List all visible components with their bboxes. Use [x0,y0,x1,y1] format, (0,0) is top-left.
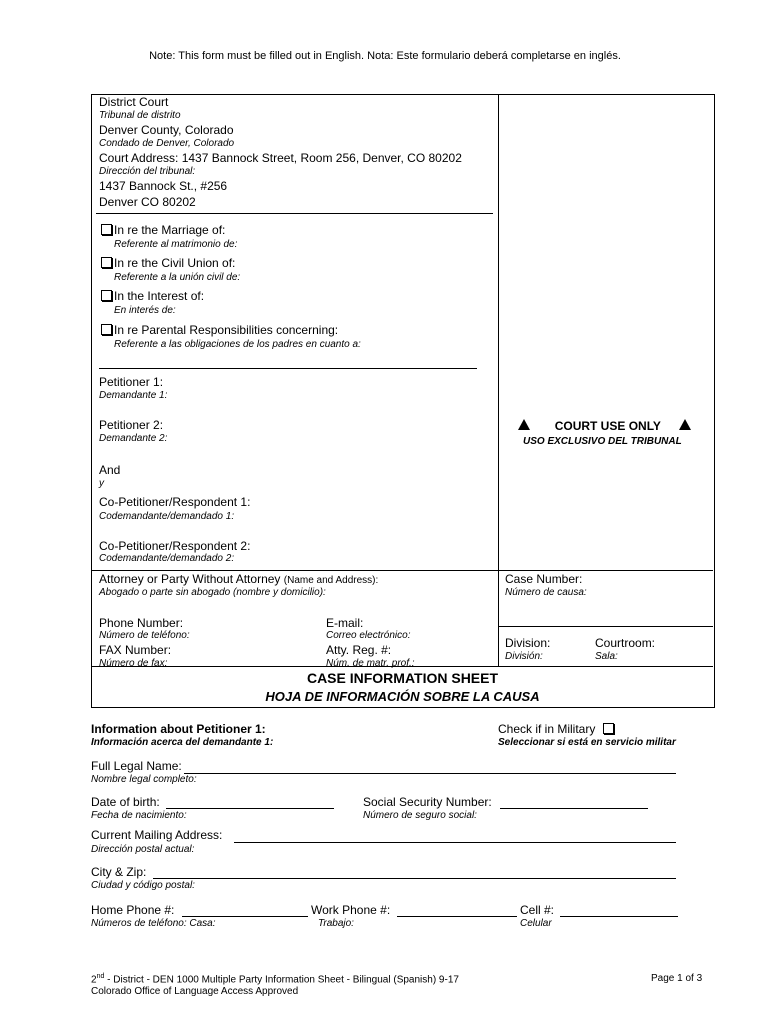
attorney-label-small: (Name and Address): [283,575,379,586]
courtroom-label: Courtroom: [595,636,656,650]
fax-number-label-es: Número de fax: [99,658,168,669]
division-label: Division: [505,636,551,650]
cell-label-es: Celular [520,918,552,929]
attorney-label-main: Attorney or Party Without Attorney [99,572,281,586]
petitioner-2-label: Petitioner 2: [99,418,164,432]
court-use-only-es: USO EXCLUSIVO DEL TRIBUNAL [523,436,682,447]
caption-divider [498,94,499,666]
option-civil-union-es: Referente a la unión civil de: [114,272,241,283]
form-id-prefix: 2 [91,974,97,986]
checkbox-icon[interactable] [101,324,112,335]
co-respondent-2-label-es: Codemandante/demandado 2: [99,553,235,564]
court-address: Court Address: 1437 Bannock Street, Room 256, Denver, CO 80202 [99,151,462,165]
option-civil-union-label: In re the Civil Union of: [114,256,236,270]
court-use-only [518,419,691,433]
work-phone-field[interactable] [397,916,517,917]
option-interest-label: In the Interest of: [114,289,205,303]
courtroom-label-es: Sala: [595,651,618,662]
court-street: 1437 Bannock St., #256 [99,179,228,193]
attorney-top-rule [92,570,713,571]
city-zip-label-es: Ciudad y código postal: [91,880,195,891]
military-check[interactable] [498,722,616,736]
work-phone-label-es: Trabajo: [318,918,354,929]
home-phone-field[interactable] [182,916,308,917]
option-parental-label: In re Parental Responsibilities concerning: [114,323,339,337]
office-approval: Colorado Office of Language Access Approved [91,986,299,997]
page-title: CASE INFORMATION SHEET [306,670,499,686]
form-id [91,973,459,985]
checkbox-icon[interactable] [101,290,112,301]
up-arrow-icon [518,419,530,430]
parties-name-line[interactable] [99,368,477,369]
english-only-note: Note: This form must be filled out in English. Nota: Este formulario deberá completarse en inglés. [149,50,621,62]
option-interest-es: En interés de: [114,305,176,316]
mailing-address-label: Current Mailing Address: [91,828,223,842]
ssn-label: Social Security Number: [363,795,492,809]
home-phone-label-es: Números de teléfono: Casa: [91,918,216,929]
petitioner-2-label-es: Demandante 2: [99,433,168,444]
petitioner-1-label-es: Demandante 1: [99,390,168,401]
atty-reg-label: Atty. Reg. #: [326,643,392,657]
ssn-label-es: Número de seguro social: [363,810,477,821]
form-id-text: - District - DEN 1000 Multiple Party Information Sheet - Bilingual (Spanish) 9-17 [104,974,459,986]
up-arrow-icon [679,419,691,430]
phone-number-label: Phone Number: [99,616,184,630]
petitioner-info-heading-es: Información acerca del demandante 1: [91,737,274,748]
petitioner-info-heading: Information about Petitioner 1: [91,722,266,736]
co-respondent-1-label: Co-Petitioner/Respondent 1: [99,495,251,509]
mailing-address-label-es: Dirección postal actual: [91,844,195,855]
option-parental-es: Referente a las obligaciones de los padres en cuanto a: [114,339,361,350]
military-check-label: Check if in Military [498,722,596,736]
home-phone-label: Home Phone #: [91,903,175,917]
cell-field[interactable] [560,916,678,917]
military-check-es: Seleccionar si está en servicio militar [498,737,676,748]
case-number-label: Case Number: [505,572,583,586]
court-name-es: Tribunal de distrito [99,110,181,121]
court-address-es: Dirección del tribunal: [99,166,196,177]
attorney-label-es: Abogado o parte sin abogado (nombre y domicilio): [99,587,326,598]
form-id-sup: nd [96,973,105,980]
and-label-es: y [99,478,104,489]
case-number-rule [499,626,713,627]
court-city: Denver CO 80202 [99,195,196,209]
city-zip-label: City & Zip: [91,865,147,879]
court-header-rule [96,213,493,214]
option-marriage-es: Referente al matrimonio de: [114,239,238,250]
checkbox-icon[interactable] [603,723,614,734]
email-label: E-mail: [326,616,364,630]
phone-number-label-es: Número de teléfono: [99,630,190,641]
page-title-es: HOJA DE INFORMACIÓN SOBRE LA CAUSA [265,689,540,704]
option-parental[interactable] [101,323,338,337]
co-respondent-2-label: Co-Petitioner/Respondent 2: [99,539,251,553]
option-civil-union[interactable] [101,256,235,270]
checkbox-icon[interactable] [101,257,112,268]
city-zip-field[interactable] [153,878,676,879]
fax-number-label: FAX Number: [99,643,172,657]
petitioner-1-label: Petitioner 1: [99,375,164,389]
full-name-label-es: Nombre legal completo: [91,774,197,785]
option-interest[interactable] [101,289,204,303]
dob-label-es: Fecha de nacimiento: [91,810,187,821]
full-name-label: Full Legal Name: [91,759,182,773]
page-number: Page 1 of 3 [651,973,703,984]
atty-reg-label-es: Núm. de matr. prof.: [326,658,415,669]
ssn-field[interactable] [500,808,648,809]
option-marriage-label: In re the Marriage of: [114,223,226,237]
co-respondent-1-label-es: Codemandante/demandado 1: [99,511,235,522]
and-label: And [99,463,121,477]
court-county: Denver County, Colorado [99,123,234,137]
email-label-es: Correo electrónico: [326,630,411,641]
court-use-only-label: COURT USE ONLY [554,419,661,433]
dob-field[interactable] [166,808,334,809]
court-name: District Court [99,95,169,109]
full-name-field[interactable] [184,773,676,774]
court-county-es: Condado de Denver, Colorado [99,138,235,149]
option-marriage[interactable] [101,223,225,237]
mailing-address-field[interactable] [234,842,676,843]
checkbox-icon[interactable] [101,224,112,235]
dob-label: Date of birth: [91,795,160,809]
cell-label: Cell #: [520,903,555,917]
division-label-es: División: [505,651,543,662]
attorney-label [99,572,378,586]
work-phone-label: Work Phone #: [311,903,391,917]
case-number-label-es: Número de causa: [505,587,587,598]
